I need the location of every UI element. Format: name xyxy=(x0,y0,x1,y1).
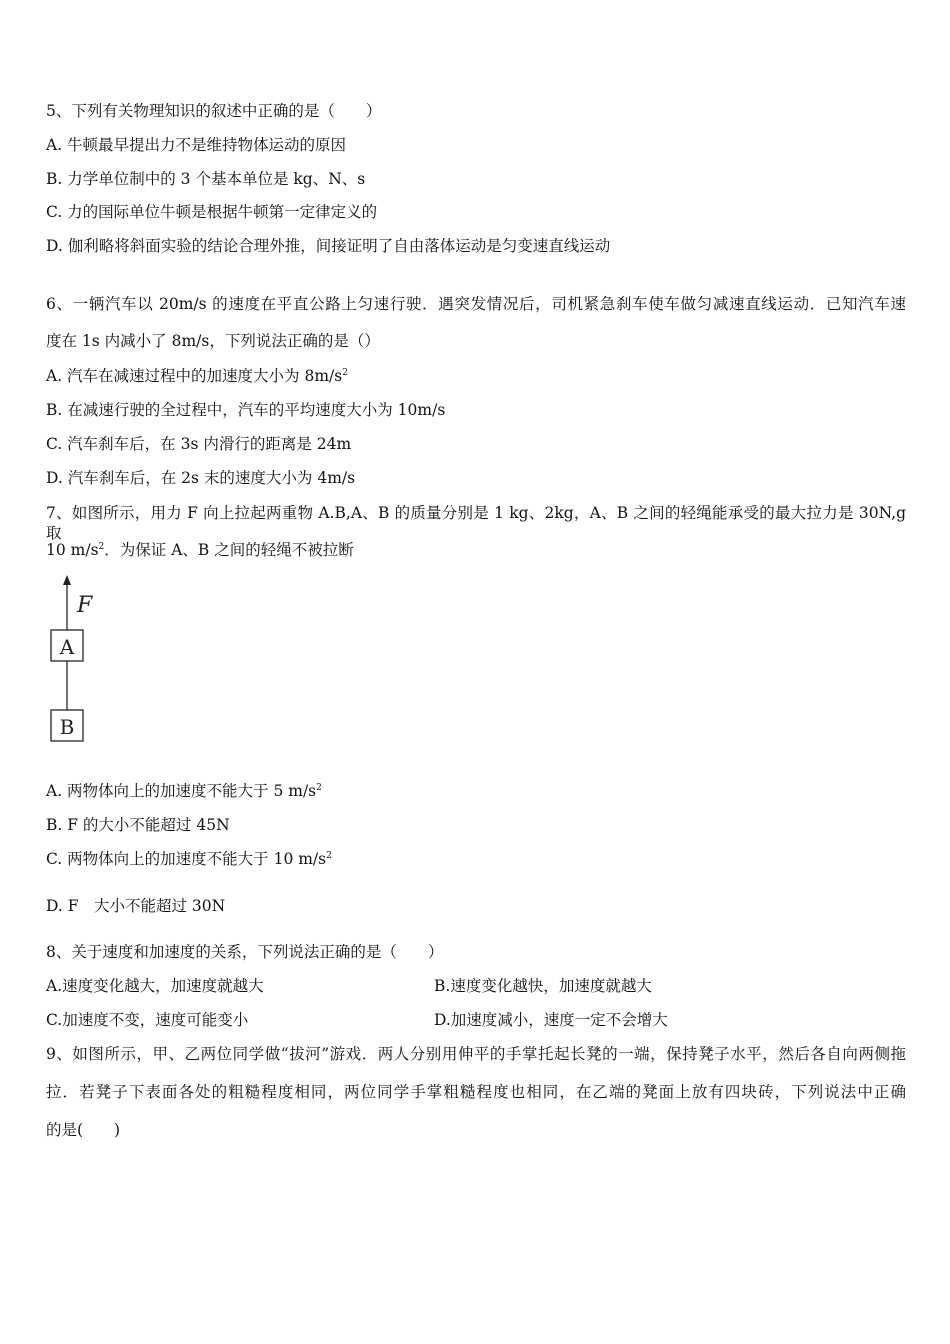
q8-option-a: A.速度变化越大，加速度就越大 xyxy=(46,977,264,995)
q9-stem-line2: 拉．若凳子下表面各处的粗糙程度相同，两位同学手掌粗糙程度也相同，在乙端的凳面上放有四块砖，下列说法中正确 xyxy=(46,1083,906,1101)
q7-option-c xyxy=(46,849,332,869)
q8-option-b: B.速度变化越快，加速度就越大 xyxy=(434,977,652,995)
q7-stem-line1: 7、如图所示，用力 F 向上拉起两重物 A.B,A、B 的质量分别是 1 kg、2kg，A、B 之间的轻绳能承受的最大拉力是 30N,g 取 xyxy=(46,504,906,542)
q5-option-b: B. 力学单位制中的 3 个基本单位是 kg、N、s xyxy=(46,170,366,188)
block-a-label: A xyxy=(59,635,75,659)
q5-stem: 5、下列有关物理知识的叙述中正确的是（ ） xyxy=(46,102,382,120)
q9-stem-line3: 的是( ) xyxy=(46,1121,121,1139)
q7-option-a xyxy=(46,781,322,801)
pulley-blocks-figure xyxy=(40,570,120,750)
q5-option-c: C. 力的国际单位牛顿是根据牛顿第一定律定义的 xyxy=(46,203,378,221)
q8-stem: 8、关于速度和加速度的关系，下列说法正确的是（ ） xyxy=(46,943,444,961)
q9-stem-line1: 9、如图所示，甲、乙两位同学做“拔河”游戏．两人分别用伸平的手掌托起长凳的一端，保持凳子水平，然后各自向两侧拖 xyxy=(46,1045,906,1063)
q7-stem-line2 xyxy=(46,540,354,560)
q6-stem-line2: 度在 1s 内减小了 8m/s，下列说法正确的是（） xyxy=(46,332,380,350)
q7-option-c-sup: 2 xyxy=(326,851,332,861)
q7-option-a-sup: 2 xyxy=(316,783,322,793)
q7-stem-line2-a: 10 m/s xyxy=(46,541,99,559)
block-b-label: B xyxy=(59,715,75,739)
q7-stem-sup: 2 xyxy=(98,542,105,552)
q5-option-a: A. 牛顿最早提出力不是维持物体运动的原因 xyxy=(46,136,347,154)
q7-option-a-text: A. 两物体向上的加速度不能大于 5 m/s xyxy=(46,782,317,800)
q8-option-d: D.加速度减小，速度一定不会增大 xyxy=(434,1011,668,1029)
q6-option-a-sup: 2 xyxy=(342,368,348,378)
q8-option-c: C.加速度不变，速度可能变小 xyxy=(46,1011,249,1029)
q7-option-d: D. F 大小不能超过 30N xyxy=(46,897,226,915)
q7-option-c-text: C. 两物体向上的加速度不能大于 10 m/s xyxy=(46,850,327,868)
force-arrow-head xyxy=(63,575,71,585)
q6-option-a xyxy=(46,366,348,386)
q6-option-a-text: A. 汽车在减速过程中的加速度大小为 8m/s xyxy=(46,367,343,385)
q6-option-c: C. 汽车刹车后，在 3s 内滑行的距离是 24m xyxy=(46,435,352,453)
q6-stem-line1: 6、一辆汽车以 20m/s 的速度在平直公路上匀速行驶．遇突发情况后，司机紧急刹车使车做匀减速直线运动．已知汽车速 xyxy=(46,295,906,313)
q5-option-d: D. 伽利略将斜面实验的结论合理外推，间接证明了自由落体运动是匀变速直线运动 xyxy=(46,237,611,255)
q7-option-b: B. F 的大小不能超过 45N xyxy=(46,816,230,834)
q6-option-b: B. 在减速行驶的全过程中，汽车的平均速度大小为 10m/s xyxy=(46,401,446,419)
force-label: F xyxy=(77,593,93,618)
q7-stem-line2-b: ．为保证 A、B 之间的轻绳不被拉断 xyxy=(104,541,354,559)
q6-option-d: D. 汽车刹车后，在 2s 末的速度大小为 4m/s xyxy=(46,469,356,487)
